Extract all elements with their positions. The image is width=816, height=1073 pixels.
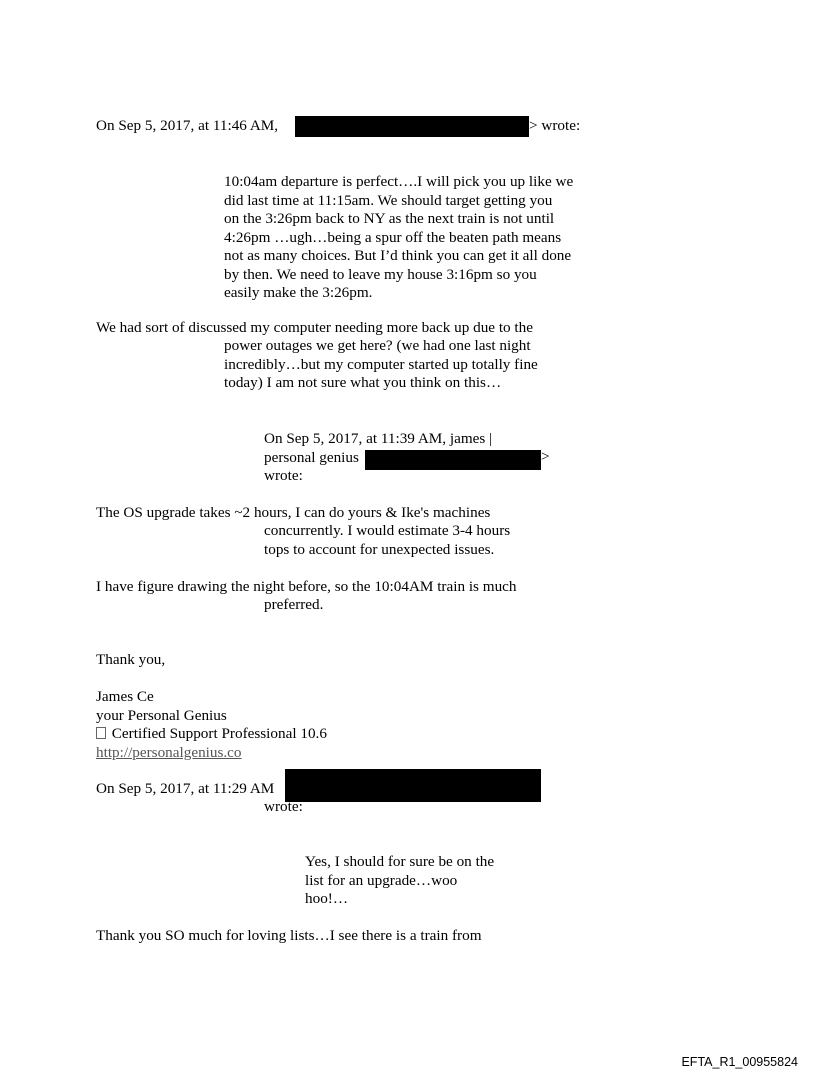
paragraph-line: Yes, I should for sure be on the: [305, 853, 495, 870]
paragraph-line: concurrently. I would estimate 3-4 hours: [264, 522, 511, 539]
signature-name: James Ce: [96, 688, 154, 705]
message-paragraph-3: [264, 522, 510, 559]
paragraph-line: did last time at 11:15am. We should target getting you: [224, 191, 553, 209]
website-link[interactable]: http://personalgenius.co: [96, 743, 242, 761]
header-2-bracket: >: [541, 448, 550, 465]
message-paragraph-4: [264, 596, 323, 615]
redaction-block-1: [295, 116, 529, 137]
redaction-block-3: [285, 769, 541, 802]
message-paragraph-2-first: We had sort of discussed my computer needing more back up due to the: [96, 319, 533, 336]
paragraph-line: today) I am not sure what you think on this…: [224, 374, 502, 391]
closing-text: Thank you,: [96, 651, 166, 668]
message-paragraph-3-first: The OS upgrade takes ~2 hours, I can do yours & Ike's machines: [96, 504, 491, 521]
message-paragraph-6: Thank you SO much for loving lists…I see there is a train from: [96, 927, 482, 944]
header-2-sender: personal genius: [264, 448, 359, 466]
header-2-line-3: wrote:: [264, 467, 303, 484]
signature-title: your Personal Genius: [96, 706, 227, 724]
header-1-prefix: On Sep 5, 2017, at 11:46 AM,: [96, 117, 279, 134]
paragraph-line: power outages we get here? (we had one last night: [224, 337, 531, 354]
paragraph-line: 10:04am departure is perfect….I will pick you up like we: [224, 173, 574, 190]
message-paragraph-2: [224, 337, 538, 393]
paragraph-line: tops to account for unexpected issues.: [264, 540, 495, 558]
checkbox-icon: [96, 727, 106, 739]
signature-cert-text: Certified Support Professional 10.6: [108, 725, 327, 742]
paragraph-line: not as many choices. But I’d think you can get it all done: [224, 247, 572, 264]
message-paragraph-5: [305, 853, 494, 909]
paragraph-line: preferred.: [264, 596, 324, 613]
paragraph-line: 4:26pm …ugh…being a spur off the beaten path means: [224, 228, 562, 246]
header-3-line-2: wrote:: [264, 798, 303, 815]
email-header-1: [96, 117, 278, 136]
document-id-footer: EFTA_R1_00955824: [681, 1055, 798, 1069]
header-1-suffix: > wrote:: [529, 117, 581, 134]
paragraph-line: on the 3:26pm back to NY as the next train is not until: [224, 210, 555, 227]
paragraph-line: hoo!…: [305, 890, 349, 907]
message-paragraph-1: [224, 173, 573, 303]
signature-cert: [96, 725, 327, 744]
redaction-block-2: [365, 450, 541, 470]
signature-block: [96, 688, 327, 762]
paragraph-line: by then. We need to leave my house 3:16pm so you: [224, 265, 537, 283]
paragraph-line: list for an upgrade…woo: [305, 871, 458, 889]
email-header-3: On Sep 5, 2017, at 11:29 AM: [96, 780, 275, 797]
paragraph-line: easily make the 3:26pm.: [224, 284, 373, 301]
header-2-line-1: On Sep 5, 2017, at 11:39 AM, james |: [264, 430, 493, 447]
message-paragraph-4-first: I have figure drawing the night before, so the 10:04AM train is much: [96, 578, 517, 595]
paragraph-line: incredibly…but my computer started up totally fine: [224, 355, 538, 373]
